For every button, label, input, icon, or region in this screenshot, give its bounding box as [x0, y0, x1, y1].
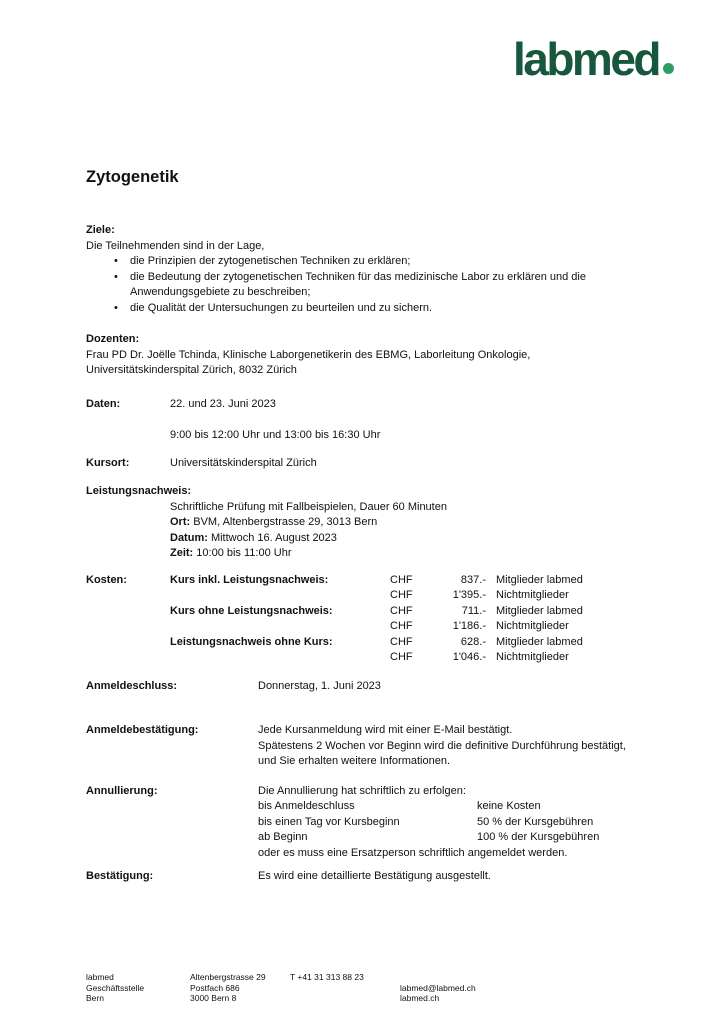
annullierung-row-1 — [258, 799, 599, 815]
ort-label: Ort: — [170, 516, 191, 528]
kosten-currency: CHF — [390, 620, 413, 632]
annullierung-row-3 — [258, 830, 599, 846]
leistungsnachweis-ort — [86, 515, 680, 531]
datum-value: Mittwoch 16. August 2023 — [207, 531, 337, 544]
annullierung-intro: Die Annullierung hat schriftlich zu erfolgen: — [258, 784, 466, 797]
bullet-icon: • — [114, 301, 118, 314]
kosten-audience: Mitglieder labmed — [496, 604, 583, 617]
annullierung-condition: bis einen Tag vor Kursbeginn — [258, 815, 400, 828]
anmeldebestaetigung-line-1: Jede Kursanmeldung wird mit einer E-Mail bestätigt. — [258, 724, 513, 736]
kosten-amount: 1'186.- — [452, 620, 486, 632]
kosten-amount: 1'395.- — [452, 589, 486, 601]
kosten-item: Leistungsnachweis ohne Kurs: — [170, 635, 333, 648]
annullierung-condition: bis Anmeldeschluss — [258, 800, 355, 812]
ziele-bullet-2: die Bedeutung der zytogenetischen Techniken für das medizinische Labor zu erklären und die Anwendungsgebiete zu beschreiben; — [130, 270, 586, 298]
section-daten — [86, 397, 680, 413]
page-title: Zytogenetik — [86, 168, 179, 186]
annullierung-fee: 100 % der Kursgebühren — [477, 831, 600, 843]
annullierung-fee: 50 % der Kursgebühren — [477, 815, 594, 828]
daten-label: Daten: — [86, 397, 121, 410]
section-ziele — [86, 223, 680, 316]
kosten-audience: Nichtmitglieder — [496, 651, 569, 663]
document-content — [86, 168, 680, 885]
list-item — [86, 254, 680, 270]
kosten-item — [170, 588, 390, 604]
kosten-item — [170, 619, 390, 635]
kosten-amount: 628.- — [460, 635, 486, 648]
kosten-amount: 1'046.- — [452, 651, 486, 663]
footer-address-line-2: Postfach 686 — [190, 982, 240, 993]
bullet-icon: • — [114, 270, 118, 283]
ziele-label: Ziele: — [86, 224, 115, 236]
ziele-bullet-3: die Qualität der Untersuchungen zu beurteilen und zu sichern. — [130, 301, 433, 314]
kosten-table — [170, 573, 680, 666]
anmeldebestaetigung-line-3: und Sie erhalten weitere Informationen. — [258, 755, 451, 767]
ort-value: BVM, Altenbergstrasse 29, 3013 Bern — [190, 516, 378, 528]
zeit-label: Zeit: — [170, 547, 194, 559]
kosten-item: Kurs inkl. Leistungsnachweis: — [170, 573, 329, 586]
annullierung-fee: keine Kosten — [477, 800, 541, 812]
annullierung-row-2 — [258, 815, 599, 831]
kosten-audience: Mitglieder labmed — [496, 635, 583, 648]
logo-text: labmed — [512, 33, 659, 85]
daten-times: 9:00 bis 12:00 Uhr und 13:00 bis 16:30 Uhr — [170, 429, 381, 441]
kosten-currency: CHF — [390, 589, 413, 601]
section-kosten — [86, 573, 680, 666]
zeit-value: 10:00 bis 11:00 Uhr — [193, 547, 292, 559]
section-anmeldebestaetigung — [86, 723, 680, 770]
footer-contact — [400, 972, 476, 1004]
labmed-logo — [512, 33, 674, 85]
table-row — [170, 588, 680, 604]
anmeldebestaetigung-line-2: Spätestens 2 Wochen vor Beginn wird die definitive Durchführung bestätigt, — [258, 739, 626, 752]
section-kursort — [86, 456, 680, 472]
footer-org-line-3: Bern — [86, 993, 104, 1003]
table-row — [170, 619, 680, 635]
bestaetigung-label: Bestätigung: — [86, 870, 154, 882]
ziele-bullet-1: die Prinzipien der zytogenetischen Techniken zu erklären; — [130, 255, 411, 267]
footer-website: labmed.ch — [400, 993, 440, 1003]
kosten-item: Kurs ohne Leistungsnachweis: — [170, 604, 333, 617]
footer-email: labmed@labmed.ch — [400, 982, 476, 993]
ziele-intro: Die Teilnehmenden sind in der Lage, — [86, 239, 265, 252]
table-row — [170, 604, 680, 620]
kursort-value: Universitätskinderspital Zürich — [170, 456, 317, 469]
kosten-audience: Mitglieder labmed — [496, 573, 583, 586]
footer-phone: T +41 31 313 88 23 — [290, 972, 364, 982]
footer-address-line-3: 3000 Bern 8 — [190, 993, 237, 1003]
kosten-currency: CHF — [390, 635, 413, 648]
kursort-label: Kursort: — [86, 456, 130, 469]
footer-org-line-1: labmed — [86, 972, 114, 982]
footer-org-line-2: Geschäftsstelle — [86, 982, 145, 993]
bullet-icon: • — [114, 255, 118, 267]
logo-dot-icon — [663, 63, 674, 74]
kosten-item — [170, 650, 390, 666]
kosten-audience: Nichtmitglieder — [496, 620, 569, 632]
annullierung-condition: ab Beginn — [258, 831, 308, 843]
leistungsnachweis-line: Schriftliche Prüfung mit Fallbeispielen, Dauer 60 Minuten — [170, 500, 447, 513]
dozenten-label: Dozenten: — [86, 333, 140, 345]
anmeldebestaetigung-label: Anmeldebestätigung: — [86, 724, 199, 736]
daten-value: 22. und 23. Juni 2023 — [170, 397, 276, 410]
annullierung-text — [258, 784, 599, 862]
kosten-amount: 711.- — [461, 604, 486, 617]
leistungsnachweis-datum — [86, 531, 680, 547]
kosten-currency: CHF — [390, 651, 413, 663]
list-item — [86, 301, 680, 317]
dozenten-line-2: Universitätskinderspital Zürich, 8032 Zürich — [86, 364, 297, 376]
annullierung-outro: oder es muss eine Ersatzperson schriftlich angemeldet werden. — [258, 846, 568, 859]
anmeldebestaetigung-text — [258, 723, 626, 770]
datum-label: Datum: — [170, 531, 208, 544]
kosten-currency: CHF — [390, 604, 413, 617]
footer-address — [190, 972, 266, 1004]
leistungsnachweis-label: Leistungsnachweis: — [86, 485, 192, 497]
kosten-amount: 837.- — [460, 573, 486, 586]
table-row — [170, 635, 680, 651]
kosten-audience: Nichtmitglieder — [496, 589, 569, 601]
dozenten-line-1: Frau PD Dr. Joëlle Tchinda, Klinische Laborgenetikerin des EBMG, Laborleitung Onkologie, — [86, 348, 531, 361]
leistungsnachweis-zeit — [86, 546, 680, 562]
annullierung-label: Annullierung: — [86, 784, 158, 797]
table-row — [170, 573, 680, 589]
anmeldeschluss-label: Anmeldeschluss: — [86, 679, 178, 692]
section-bestaetigung — [86, 869, 680, 885]
list-item — [86, 270, 680, 301]
kosten-label: Kosten: — [86, 573, 127, 586]
anmeldeschluss-value: Donnerstag, 1. Juni 2023 — [258, 679, 381, 692]
section-anmeldeschluss — [86, 679, 680, 695]
section-dozenten — [86, 332, 680, 379]
section-annullierung — [86, 784, 680, 862]
table-row — [170, 650, 680, 666]
kosten-currency: CHF — [390, 573, 413, 586]
bestaetigung-value: Es wird eine detaillierte Bestätigung ausgestellt. — [258, 870, 491, 882]
footer-org — [86, 972, 144, 1004]
footer-address-line-1: Altenbergstrasse 29 — [190, 972, 266, 982]
section-leistungsnachweis — [86, 484, 680, 562]
